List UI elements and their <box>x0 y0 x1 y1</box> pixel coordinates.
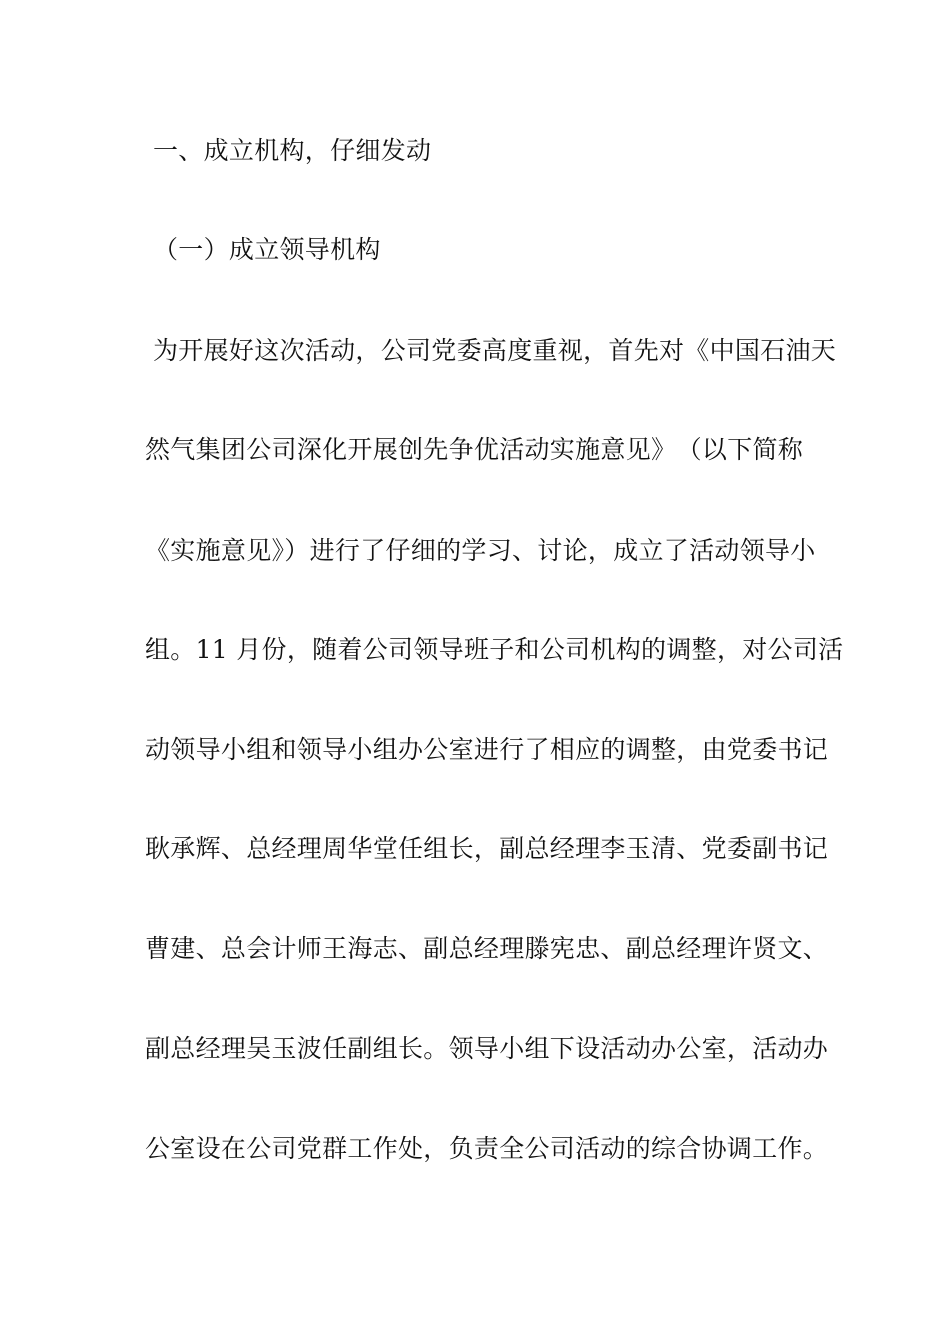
paragraph-line: 动领导小组和领导小组办公室进行了相应的调整，由党委书记 <box>145 735 829 764</box>
paragraph-line: 《实施意见》）进行了仔细的学习、讨论，成立了活动领导小 <box>145 536 816 565</box>
paragraph-line: 副总经理吴玉波任副组长。领导小组下设活动办公室，活动办 <box>145 1034 829 1063</box>
paragraph-line: 组。11 月份，随着公司领导班子和公司机构的调整，对公司活 <box>145 635 844 664</box>
paragraph-line: 公室设在公司党群工作处，负责全公司活动的综合协调工作。 <box>145 1134 829 1163</box>
section-heading: 一、成立机构，仔细发动 <box>153 136 432 165</box>
paragraph-line: 曹建、总会计师王海志、副总经理滕宪忠、副总经理许贤文、 <box>145 934 829 963</box>
subsection-heading: （一）成立领导机构 <box>153 235 381 264</box>
paragraph-line: 然气集团公司深化开展创先争优活动实施意见》 （以下简称 <box>145 435 804 464</box>
paragraph-line: 耿承辉、总经理周华堂任组长，副总经理李玉清、党委副书记 <box>145 834 829 863</box>
paragraph-line: 为开展好这次活动，公司党委高度重视，首先对《中国石油天 <box>153 336 837 365</box>
